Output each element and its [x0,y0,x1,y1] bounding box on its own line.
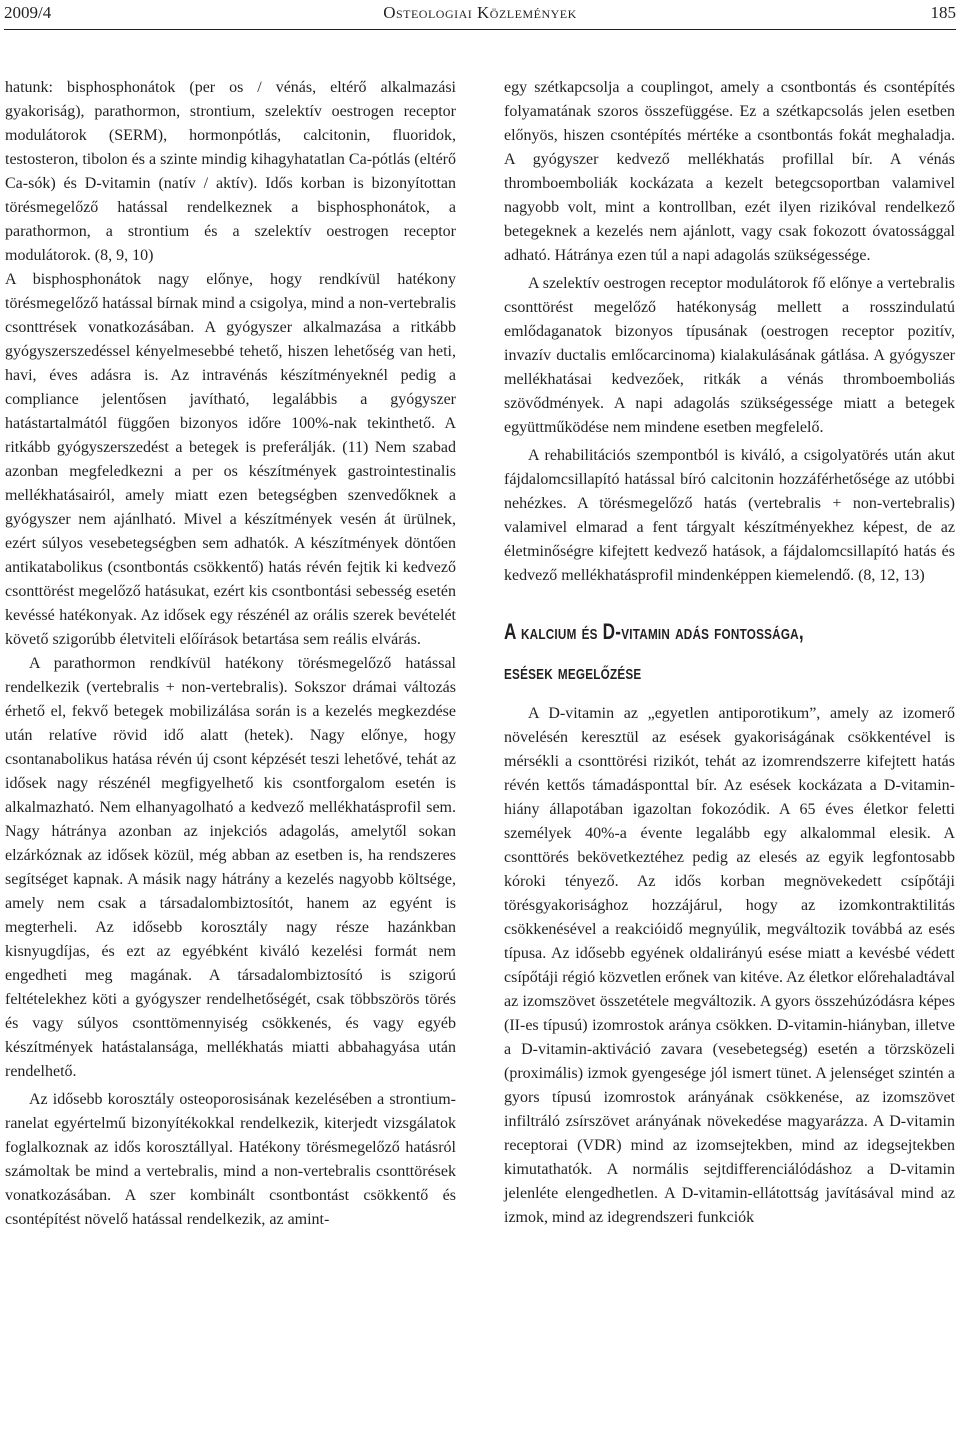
section-heading-line-2: esések megelőzése [504,659,642,684]
running-header [4,0,956,30]
left-paragraph-1: hatunk: bisphosphonátok (per os / vénás, eltérő alkalmazási gyakoriság), parathormon, strontium, szelektív oestrogen receptor modulátorok (SERM), hormonpótlás, calcitonin, fluoridok, testosteron, tibolon és a szinte mindig kihagyhatatlan Ca-pótlás (eltérő Ca-sók) és D-vitamin (natív / aktív). Idős korban is bizonyítottan törésmegelőző hatással rendelkeznek a bisphosphonátok, a parathormon, a strontium és a szelektív oestrogen receptor modulátorok. (8, 9, 10) [5,79,456,264]
right-paragraph-3: A rehabilitációs szempontból is kiváló, a csigolyatörés után akut fájdalomcsillapító hatással bíró calcitonin hozzáférhetősége az utóbbi nehézkes. A törésmegelőző hatás (vertebralis + non-vertebralis) valamivel elmarad a fent tárgyalt készítményekhez képest, de az életminőségre kifejtett kedvező hatások, a fájdalomcsillapító hatás és kedvező mellékhatásprofil mindenképpen kiemelendő. (8, 12, 13) [504,447,955,584]
page-number: 185 [930,3,956,22]
left-column [5,76,456,1232]
section-heading-line-1: A kalcium és D-vitamin adás fontossága, [504,619,804,644]
header-rule [4,29,956,30]
right-paragraph-2: A szelektív oestrogen receptor modulátorok fő előnye a vertebralis csonttörést megelőző hatékonyság mellett a rosszindulatú emlődaganatok bizonyos típusának (oestrogen receptor pozitív, invazív ductalis emlőcarcinoma) kialakulásának gátlása. A gyógyszer mellékhatásai kedvezőek, ritkák a vénás thromboemboliás szövődmények. A napi adagolás szükségessége miatt a betegek együttműködése nem mindene esetben megfelelő. [504,275,955,436]
left-paragraph-3: A parathormon rendkívül hatékony törésmegelőző hatással rendelkezik (vertebralis + non-vertebralis). Sokszor drámai változás érhető el, fekvő betegek mobilizálása során is a kezelés megkezdése után relatíve rövid idő alatt (hetek). Nagy előnye, hogy csontanabolikus hatása révén új csont képzését teszi lehetővé, tehát az idősek nagy részénél megfigyelhető kis csontforgalom esetén is alkalmazható. Nem elhanyagolható a kedvező mellékhatásprofil sem. Nagy hátránya azonban az injekciós adagolás, amelytől sokan elzárkóznak az idősek közül, még abban az esetben is, ha rendszeres segítséget kapnak. A másik nagy hátrány a kezelés nagyobb költsége, amely nem csak a társadalombiztosítót, hanem az egyént is megterheli. Az idősebb korosztály nagy része hazánkban kisnyugdíjas, és ezt az egyébként kiváló kezelési formát nem engedheti meg magának. A társadalombiztosító is szigorú feltételekhez köti a gyógyszer rendelhetőségét, csak többszörös törés és vagy súlyos csonttömennyiség csökkenés, és vagy egyéb készítmények hatástalansága, mellékhatás miatti abbahagyása után rendelhető. [5,655,456,1080]
section-heading [504,612,954,692]
right-column [504,76,955,1230]
right-paragraph-4: A D-vitamin az „egyetlen antiporotikum”, amely az izomerő növelésén keresztül az esések gyakoriságának csökkentével is mérsékli a csonttörési rizikót, tehát az izomrendszerre kifejtett hatás révén kettős támadásponttal bír. Az esések kockázata a D-vitamin-hiány állapotában igazoltan fokozódik. A 65 éves életkor feletti személyek 40%-a évente legalább egy alkalommal elesik. A csonttörés bekövetkeztéhez pedig az elesés az egyik legfontosabb kóroki tényező. Az idős korban megnövekedett csípőtáji törésgyakorisághoz hozzájárul, hogy az izomkontraktilitás csökkenésével a reakcióidő megnyúlik, megváltozik továbbá az esés típusa. Az idősebb egyének oldalirányú esése miatt a kevésbé védett csípőtáji régió közvetlen erőnek van kitéve. Az életkor előrehaladtával az izomszövet összetétele megváltozik. A gyors összehúzódásra képes (II-es típusú) izomrostok aránya csökken. D-vitamin-hiányban, illetve a D-vitamin-aktiváció zavara (vesebetegség) esetén a törzsközeli (proximális) izmok gyengesége jól ismert tünet. A jelenséget szintén a gyors típusú izomrostok arányának csökkenése, az izomszövet infiltráló zsírszövet arányának növekedése magyarázza. A D-vitamin receptorai (VDR) mind az izomsejtekben, mind az idegsejtekben kimutathatók. A normális sejtdifferenciálódáshoz a D-vitamin jelenléte elengedhetlen. A D-vitamin-ellátottság javításával mind az izmok, mind az idegrendszeri funkciók [504,705,955,1226]
issue-label: 2009/4 [4,3,52,22]
right-paragraph-1: egy szétkapcsolja a couplingot, amely a csontbontás és csontépítés folyamatának szoros összefüggése. Ez a szétkapcsolás jelen esetben előnyös, hiszen csontépítés mértéke a csontbontás fokát meghaladja. A gyógyszer kedvező mellékhatás profillal bír. A vénás thromboemboliák kockázata a kezelt betegcsoportban valamivel nagyobb volt, mint a kontrollban, ezét ilyen rizikóval rendelkező betegeknek a kezelés nem ajánlott, vagy csak fokozott óvatossággal adható. Hátránya ezen túl a napi adagolás szükségessége. [504,79,955,264]
left-paragraph-4: Az idősebb korosztály osteoporosisának kezelésében a strontium-ranelat egyértelmű bizonyítékokkal rendelkezik, kiterjedt vizsgálatok foglalkoznak az idős korosztállyal. Hatékony törésmegelőző hatásról számoltak be mind a vertebralis, mind a non-vertebralis csonttörések vonatkozásában. A szer kombinált csontbontást csökkentő és csontépítést növelő hatással rendelkezik, az amint- [5,1091,456,1228]
journal-title: Osteologiai Közlemények [383,3,577,22]
left-paragraph-2: A bisphosphonátok nagy előnye, hogy rendkívül hatékony törésmegelőző hatással bírnak mind a csigolya, mind a non-vertebralis csonttrések vonatkozásában. A gyógyszer alkalmazása a ritkább gyógyszerszedéssel kényelmesebbé tehető, hiszen lehetőség van heti, havi, éves adásra is. Az intravénás készítményeknél pedig a compliance jelentősen javítható, legalábbis a gyógyszer hatástartalmától függően bizonyos időre 100%-nak tekinthető. A ritkább gyógyszerszedést a betegek is preferálják. (11) Nem szabad azonban megfeledkezni a per os készítmények gastrointestinalis mellékhatásairól, amely miatt ezen betegségben szenvedőknek a gyógyszer nem ajánlható. Mivel a készítmények vesén át ürülnek, ezért súlyos vesebetegségben sem adhatók. A készítmények döntően antikatabolikus (csontbontás csökkentő) hatás révén fejtik ki kedvező csonttörést megelőző hatásukat, ezért kis csontbontási sebesség esetén kevéssé hatékonyak. Az idősek egy részénél az orális szerek bevételét követő szigorúbb életviteli előírások betartása sem reális elvárás. [5,271,456,648]
